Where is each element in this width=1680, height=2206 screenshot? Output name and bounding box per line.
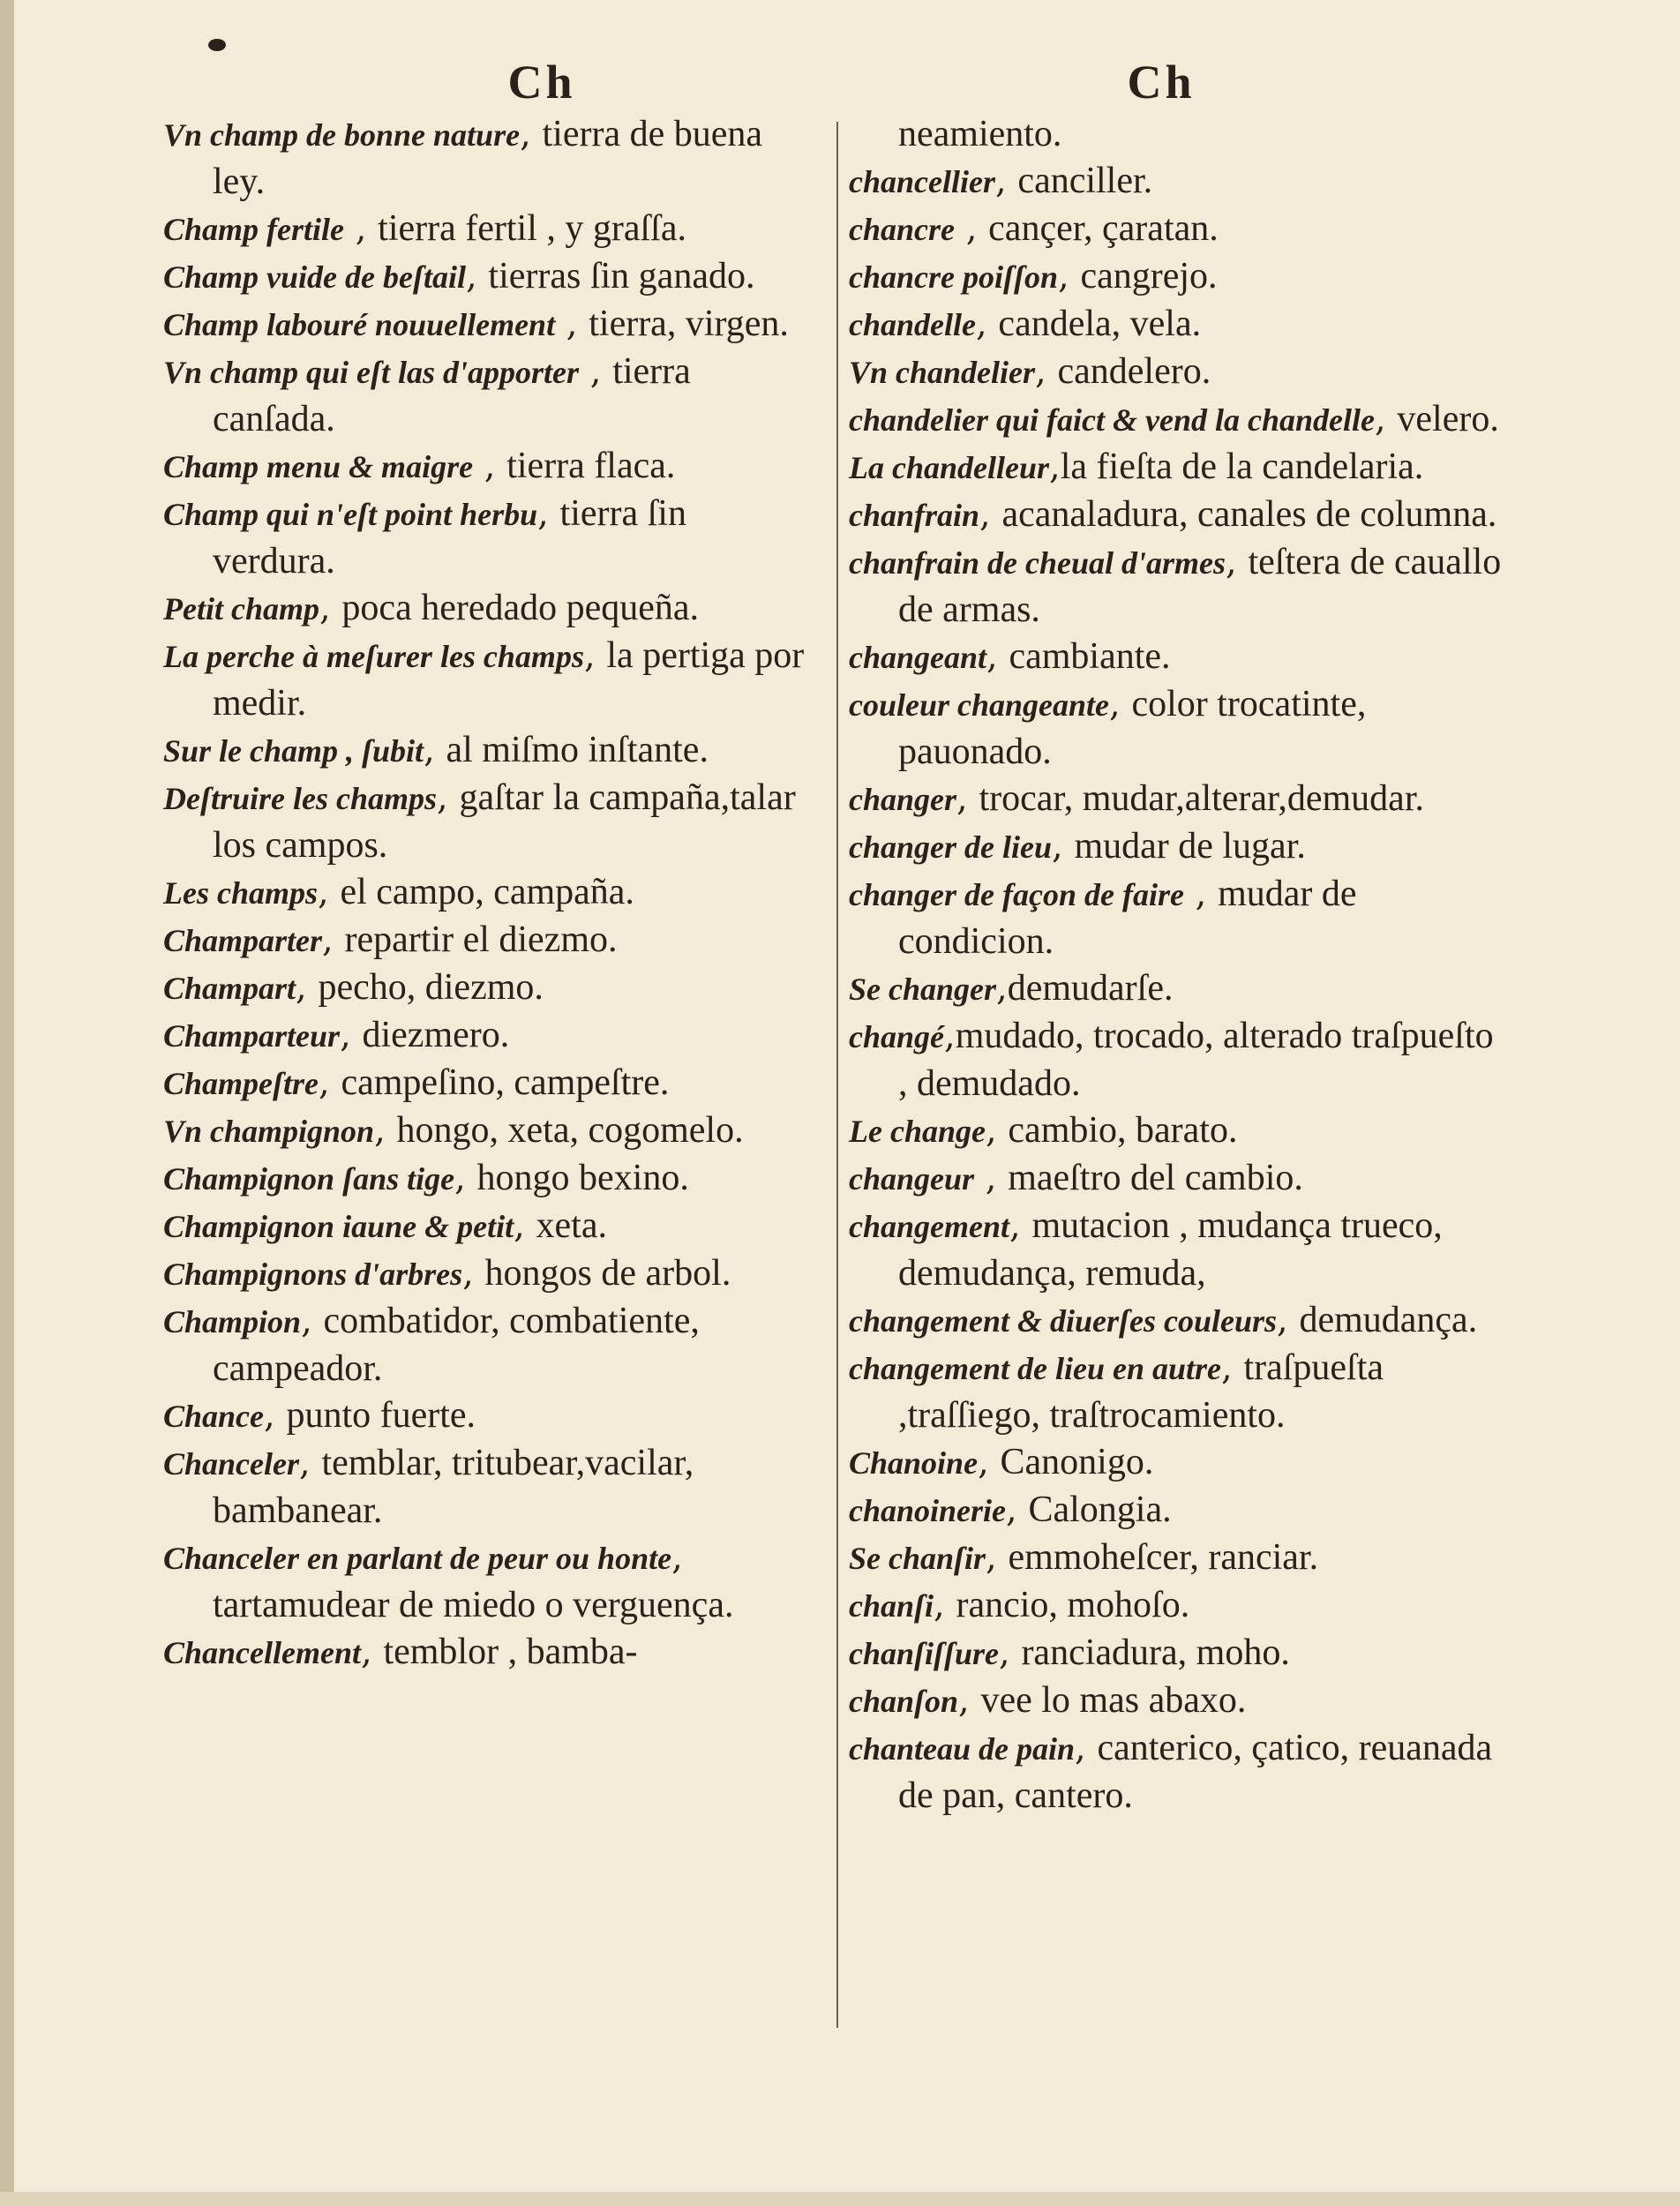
entry-list-right — [849, 111, 1504, 1820]
entry-gloss: xeta. — [536, 1205, 607, 1246]
dictionary-entry — [163, 206, 814, 253]
entry-separator: , — [465, 256, 489, 296]
entry-separator: , — [1109, 684, 1132, 724]
entry-gloss: mudar de lugar. — [1074, 826, 1306, 867]
entry-headword: Vn champignon — [163, 1114, 375, 1149]
entry-headword: Champart — [163, 971, 296, 1006]
entry-headword: Champ qui n'eſt point herbu — [163, 497, 538, 532]
entry-gloss: mutacion , mudança trueco, demudança, remuda, — [898, 1205, 1443, 1294]
dictionary-entry — [849, 1725, 1504, 1820]
entry-headword: Vn champ de bonne nature — [163, 117, 521, 153]
entry-headword: Champarter — [163, 923, 323, 958]
entry-gloss: diezmero. — [362, 1015, 510, 1055]
dictionary-entry — [163, 111, 814, 206]
dictionary-entry — [163, 1060, 814, 1107]
entry-headword: changer — [849, 782, 957, 817]
entry-headword: Sur le champ , ſubit — [163, 733, 424, 769]
entry-gloss: vee lo mas abaxo. — [980, 1680, 1247, 1721]
entry-headword: Champ labouré nouuellement — [163, 307, 556, 342]
right-column — [849, 111, 1504, 1820]
entry-headword: chanſon — [849, 1684, 959, 1719]
entry-headword: chanſi — [849, 1588, 934, 1624]
entry-headword: Chancellement — [163, 1635, 361, 1670]
entry-separator: , — [1277, 1300, 1300, 1340]
entry-separator: , — [956, 778, 979, 819]
entry-separator: , — [374, 1110, 397, 1151]
entry-headword: changement de lieu en autre — [849, 1351, 1221, 1386]
entry-separator: , — [955, 208, 989, 249]
dictionary-entry — [849, 1297, 1504, 1345]
entry-gloss: tierra flaca. — [506, 446, 676, 486]
entry-gloss: tierra, virgen. — [589, 304, 789, 344]
entry-separator: , — [974, 1158, 1009, 1198]
entry-headword: chandelle — [849, 307, 976, 342]
entry-separator: , — [1049, 446, 1061, 487]
entry-gloss: teſtera de cauallo de armas. — [898, 542, 1502, 630]
entry-gloss: mudar de condicion. — [898, 874, 1357, 962]
entry-gloss: acanaladura, canales de columna. — [1001, 494, 1497, 535]
dictionary-entry — [849, 1630, 1504, 1677]
entry-headword: Champarteur — [163, 1018, 341, 1054]
entry-headword: Champ menu & maigre — [163, 449, 474, 484]
entry-separator: , — [1075, 1728, 1098, 1768]
dictionary-entry — [849, 158, 1504, 206]
dictionary-entry — [163, 869, 814, 917]
entry-headword: Petit champ — [163, 591, 319, 627]
dictionary-entry — [163, 585, 814, 633]
entry-headword: Vn chandelier — [849, 355, 1036, 390]
entry-separator: , — [999, 1632, 1022, 1673]
dictionary-entry — [849, 206, 1504, 253]
entry-separator: , — [340, 1015, 363, 1055]
dictionary-entry — [849, 965, 1504, 1013]
entry-gloss: tierra de buena ley. — [213, 114, 763, 202]
entry-separator: , — [1058, 256, 1081, 296]
entry-headword: Champ vuide de beſtail — [163, 259, 466, 295]
entry-gloss: hongo, xeta, cogomelo. — [396, 1110, 744, 1151]
entry-headword: couleur changeante — [849, 687, 1110, 723]
entry-headword: changé — [849, 1019, 944, 1054]
entry-headword: Chanceler — [163, 1446, 300, 1482]
dictionary-entry — [163, 1250, 814, 1298]
entry-gloss: al miſmo inſtante. — [446, 730, 709, 770]
entry-separator: , — [1183, 874, 1219, 914]
entry-gloss: cançer, çaratan. — [988, 208, 1219, 249]
dictionary-entry — [163, 349, 814, 443]
entry-separator: , — [424, 730, 446, 770]
entry-headword: changer de façon de faire — [849, 877, 1184, 912]
entry-separator: , — [986, 636, 1009, 677]
column-divider — [836, 122, 838, 2028]
dictionary-entry — [163, 1012, 814, 1060]
entry-gloss: la fieſta de la candelaria. — [1060, 446, 1424, 487]
entry-gloss: campeſino, campeſtre. — [341, 1062, 670, 1103]
entry-gloss: el campo, campaña. — [340, 872, 634, 912]
entry-separator: , — [583, 635, 607, 676]
entry-gloss: poca heredado pequeña. — [341, 588, 700, 628]
entry-headword: Chance — [163, 1399, 265, 1434]
page-bottom-edge — [0, 2192, 1680, 2206]
entry-gloss: rancio, mohoſo. — [956, 1585, 1190, 1625]
entry-headword: changeur — [849, 1161, 975, 1197]
entry-gloss: Calongia. — [1028, 1489, 1172, 1530]
dictionary-entry — [163, 1107, 814, 1155]
dictionary-entry — [163, 253, 814, 301]
dictionary-entry — [849, 253, 1504, 301]
entry-separator: , — [934, 1585, 956, 1625]
entry-headword: Champignon iaune & petit — [163, 1209, 514, 1244]
dictionary-entry — [849, 1345, 1504, 1439]
entry-separator: , — [979, 494, 1002, 535]
entry-headword: Chanceler en parlant de peur ou honte — [163, 1541, 672, 1576]
entry-separator: , — [319, 1062, 341, 1103]
entry-gloss: tierra ſin verdura. — [213, 493, 686, 582]
entry-headword: Le change — [849, 1114, 986, 1149]
entry-gloss: maeſtro del cambio. — [1008, 1158, 1303, 1198]
entry-headword: La chandelleur — [849, 450, 1050, 485]
dictionary-entry — [163, 1534, 814, 1629]
dictionary-entry — [849, 396, 1504, 444]
entry-headword: Champignons d'arbres — [163, 1257, 463, 1292]
entry-headword: Champignon ſans tige — [163, 1161, 455, 1197]
entry-separator: , — [296, 967, 319, 1008]
entry-separator: , — [520, 114, 543, 154]
entry-gloss: ranciadura, moho. — [1021, 1632, 1290, 1673]
dictionary-entry — [849, 491, 1504, 539]
entry-gloss: cambio, barato. — [1008, 1110, 1238, 1151]
running-header-right: Ch — [1127, 56, 1196, 109]
dictionary-entry — [163, 301, 814, 349]
entry-gloss: emmoheſcer, ranciar. — [1008, 1537, 1319, 1578]
entry-separator: , — [986, 1537, 1009, 1578]
entry-separator: , — [264, 1395, 287, 1436]
entry-gloss: la pertiga por medir. — [213, 635, 805, 724]
entry-separator: , — [1035, 351, 1058, 392]
dictionary-entry — [163, 1203, 814, 1250]
entry-separator: , — [462, 1253, 485, 1294]
entry-separator: , — [318, 872, 341, 912]
dictionary-entry — [849, 634, 1504, 681]
entry-gloss: canciller. — [1017, 161, 1153, 201]
dictionary-entry — [163, 917, 814, 964]
entry-gloss: temblor , bamba- — [383, 1632, 638, 1672]
entry-headword: changement — [849, 1209, 1010, 1244]
entry-headword: Champion — [163, 1304, 302, 1339]
entry-separator: , — [1006, 1489, 1029, 1530]
entry-separator: , — [344, 208, 379, 249]
entry-headword: Champeſtre — [163, 1066, 319, 1101]
entry-gloss: candela, vela. — [998, 304, 1202, 344]
dictionary-entry — [849, 1582, 1504, 1630]
entry-headword: Se changer — [849, 972, 997, 1007]
entry-gloss: velero. — [1397, 399, 1499, 439]
dictionary-entry — [849, 1155, 1504, 1203]
dictionary-entry — [849, 539, 1504, 634]
left-column — [163, 111, 814, 1677]
entry-gloss: trocar, mudar,alterar,demudar. — [979, 778, 1424, 819]
entry-separator: , — [994, 161, 1018, 201]
entry-gloss: canterico, çatico, reuanada de pan, cantero. — [898, 1728, 1493, 1816]
entry-separator: , — [978, 1442, 1001, 1482]
entry-headword: chanteau de pain — [849, 1731, 1076, 1767]
entry-headword: Vn champ qui eſt las d'apporter — [163, 355, 580, 390]
entry-headword: changeant — [849, 640, 987, 675]
entry-list-left — [163, 111, 814, 1677]
entry-separator: , — [1009, 1205, 1032, 1246]
entry-separator: , — [1221, 1347, 1244, 1388]
entry-separator: , — [985, 1110, 1009, 1151]
dictionary-entry — [849, 1203, 1504, 1297]
entry-separator: , — [1226, 542, 1249, 582]
dictionary-entry — [849, 1107, 1504, 1155]
entry-headword: chancellier — [849, 164, 995, 199]
dictionary-entry — [163, 1392, 814, 1440]
entry-headword: changer de lieu — [849, 829, 1052, 865]
entry-headword: chanfrain — [849, 498, 980, 533]
entry-separator: , — [454, 1158, 477, 1198]
entry-gloss: cambiante. — [1009, 636, 1171, 677]
dictionary-entry — [849, 681, 1504, 776]
entry-gloss: cangrejo. — [1080, 256, 1218, 296]
entry-gloss: candelero. — [1057, 351, 1211, 392]
ink-blot-mark — [208, 39, 226, 51]
dictionary-entry — [163, 964, 814, 1012]
entry-separator: , — [975, 304, 999, 344]
entry-gloss: tierra fertil , y graſſa. — [378, 208, 686, 249]
entry-gloss: color trocatinte, pauonado. — [898, 684, 1367, 772]
entry-headword: changement & diuerſes couleurs — [849, 1303, 1278, 1339]
dictionary-entry — [849, 301, 1504, 349]
entry-separator: , — [579, 351, 613, 392]
entry-gloss: demudança. — [1299, 1300, 1478, 1340]
dictionary-entry — [849, 1013, 1504, 1107]
entry-headword: chanfrain de cheual d'armes — [849, 545, 1226, 581]
entry-separator: , — [437, 777, 460, 818]
entry-headword: Se chanſir — [849, 1541, 986, 1576]
dictionary-entry — [163, 727, 814, 775]
entry-separator: , — [319, 588, 342, 628]
entry-separator: , — [301, 1301, 324, 1341]
entry-gloss: neamiento. — [898, 114, 1062, 154]
entry-headword: chanſiſſure — [849, 1636, 999, 1671]
dictionary-entry — [849, 776, 1504, 823]
dictionary-entry — [849, 111, 1504, 158]
page-left-edge — [0, 0, 14, 2206]
entry-headword: Les champs — [163, 875, 318, 911]
entry-gloss: Canonigo. — [1000, 1442, 1154, 1482]
entry-gloss: tartamudear de miedo o verguença. — [213, 1585, 734, 1625]
dictionary-entry — [849, 871, 1504, 965]
dictionary-entry — [163, 491, 814, 585]
entry-gloss: mudado, trocado, alterado traſpueſto , demudado. — [898, 1016, 1494, 1104]
dictionary-entry — [849, 823, 1504, 871]
entry-headword: Champ fertile — [163, 212, 344, 247]
entry-gloss: repartir el diezmo. — [344, 919, 618, 960]
entry-headword: chancre — [849, 212, 955, 247]
entry-gloss: tierra canſada. — [213, 351, 691, 439]
dictionary-entry — [163, 1440, 814, 1534]
entry-gloss: hongo bexino. — [476, 1158, 689, 1198]
dictionary-entry — [163, 775, 814, 869]
entry-separator: , — [322, 919, 345, 960]
entry-separator: , — [1052, 826, 1075, 867]
entry-gloss: tierras ſin ganado. — [488, 256, 755, 296]
entry-separator: , — [555, 304, 589, 344]
entry-separator: , — [996, 968, 1008, 1009]
dictionary-entry — [163, 1298, 814, 1392]
entry-gloss: temblar, tritubear,vacilar, bambanear. — [213, 1443, 694, 1531]
dictionary-entry — [163, 1155, 814, 1203]
entry-gloss: gaſtar la campaña,talar los campos. — [213, 777, 796, 866]
entry-separator: , — [473, 446, 507, 486]
dictionary-entry — [163, 1629, 814, 1677]
dictionary-entry — [849, 1487, 1504, 1534]
dictionary-entry — [849, 1534, 1504, 1582]
entry-gloss: demudarſe. — [1007, 968, 1174, 1009]
entry-gloss: hongos de arbol. — [484, 1253, 731, 1294]
entry-gloss: combatidor, combatiente, campeador. — [213, 1301, 700, 1389]
dictionary-entry — [849, 349, 1504, 396]
entry-headword: La perche à meſurer les champs — [163, 639, 584, 674]
entry-separator: , — [671, 1537, 683, 1578]
entry-separator: , — [361, 1632, 384, 1672]
entry-separator: , — [1374, 399, 1398, 439]
entry-separator: , — [514, 1205, 536, 1246]
entry-gloss: traſpueſta ,traſſiego, traſtrocamiento. — [898, 1347, 1384, 1436]
dictionary-entry — [849, 1439, 1504, 1487]
entry-separator: , — [958, 1680, 981, 1721]
dictionary-entry — [163, 633, 814, 727]
running-header-left: Ch — [507, 56, 576, 109]
entry-headword: chandelier qui faict & vend la chandelle — [849, 402, 1375, 438]
dictionary-entry — [849, 1677, 1504, 1725]
entry-separator: , — [944, 1016, 956, 1056]
entry-gloss: pecho, diezmo. — [318, 967, 544, 1008]
entry-gloss: punto fuerte. — [286, 1395, 476, 1436]
dictionary-entry — [163, 443, 814, 491]
entry-headword: Deſtruire les champs — [163, 781, 437, 816]
entry-headword: chanoinerie — [849, 1493, 1007, 1528]
entry-headword: chancre poiſſon — [849, 259, 1058, 295]
entry-headword: Chanoine — [849, 1445, 979, 1481]
dictionary-entry — [849, 444, 1504, 491]
entry-separator: , — [537, 493, 560, 534]
entry-separator: , — [299, 1443, 322, 1483]
